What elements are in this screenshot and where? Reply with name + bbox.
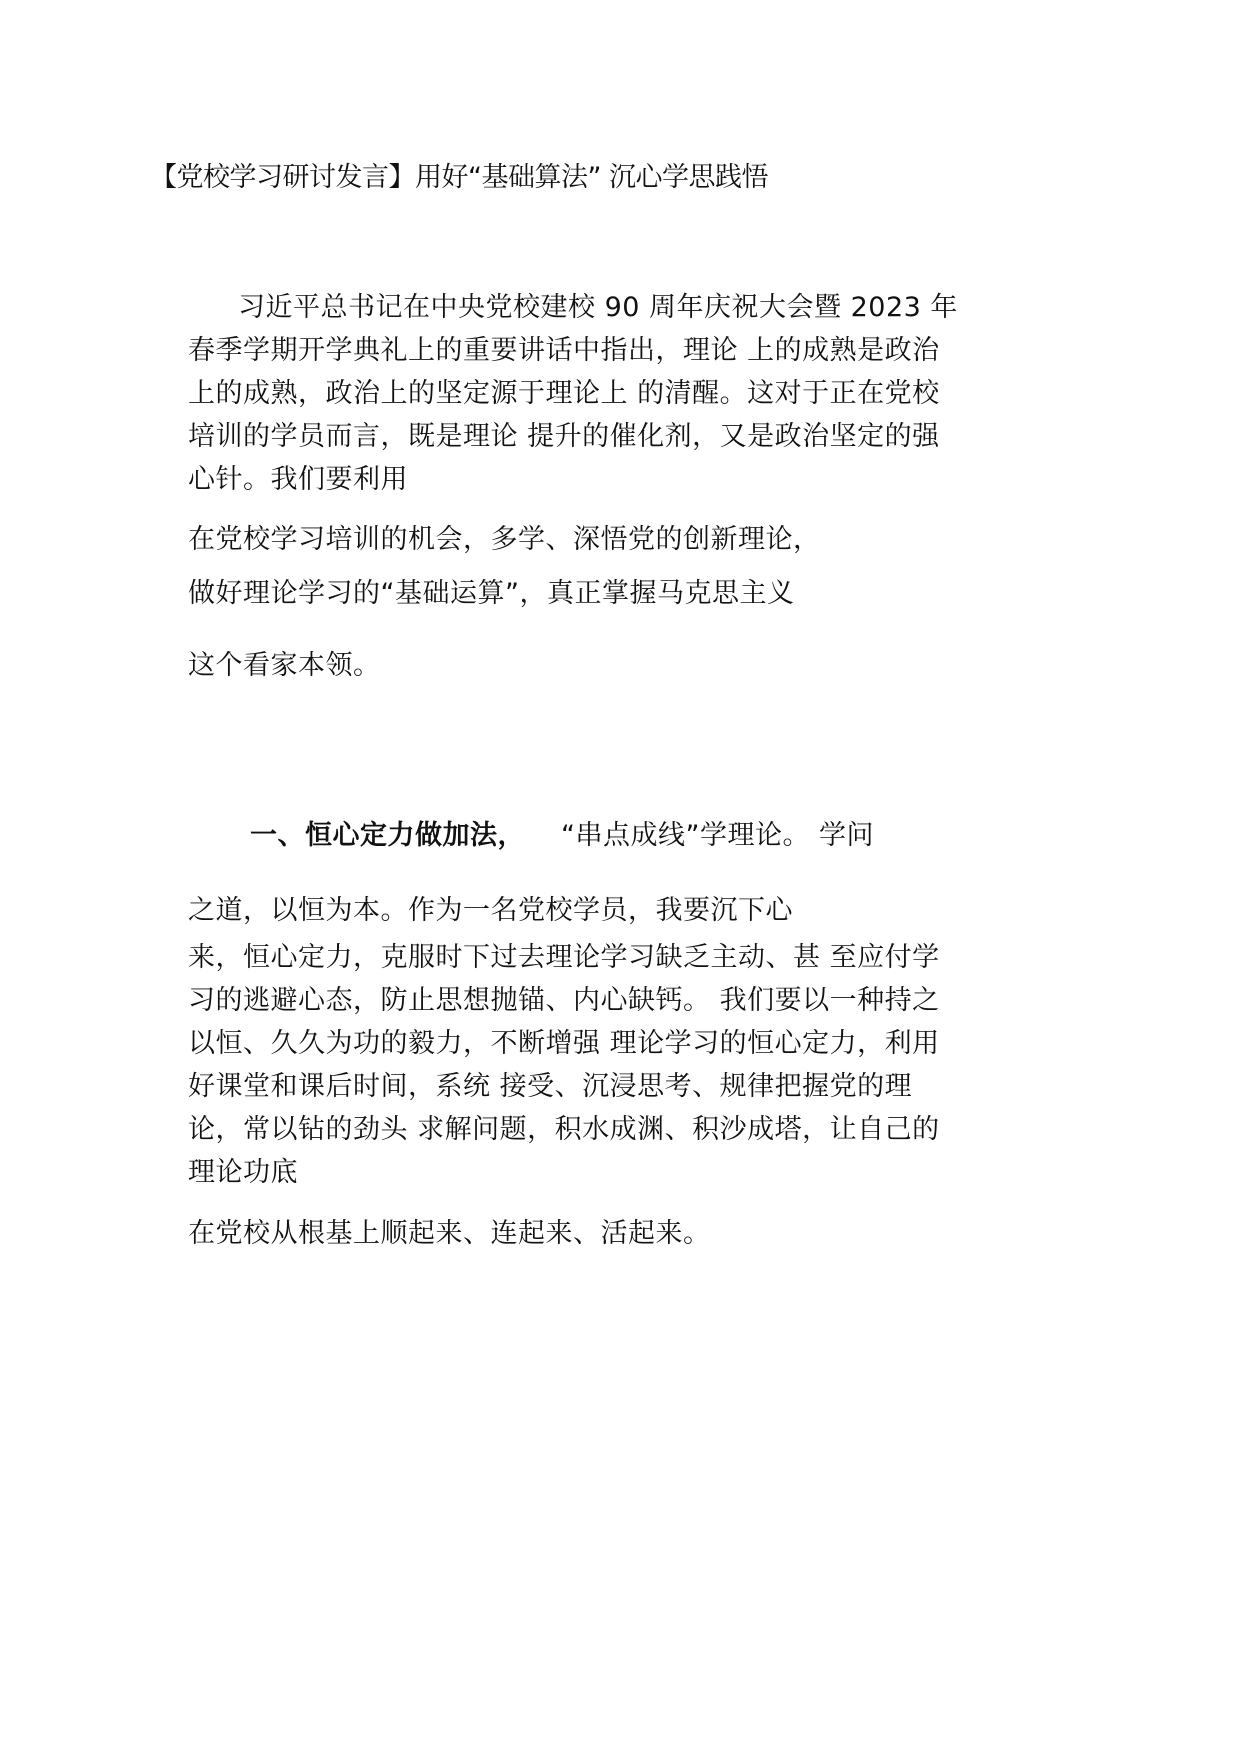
section-1-body-line-1: 来，恒心定力，克服时下过去理论学习缺乏主动、甚 至应付学 [188, 942, 940, 973]
section-1-body-line-3: 以恒、久久为功的毅力，不断增强 理论学习的恒心定力，利用 [188, 1028, 940, 1059]
section-1-heading [250, 818, 874, 854]
section-1-line-1: 之道，以恒为本。作为一名党校学员，我要沉下心 [188, 895, 793, 926]
intro-line-1: 习近平总书记在中央党校建校 90 周年庆祝大会暨 2023 年 [238, 292, 958, 323]
section-1-heading-rest: “串点成线”学理论。 学问 [561, 820, 875, 851]
intro-line-5: 心针。我们要利用 [188, 464, 408, 495]
document-title: 【党校学习研讨发言】用好“基础算法” 沉心学思践悟 [150, 162, 769, 193]
section-1-body-line-4: 好课堂和课后时间，系统 接受、沉浸思考、规律把握党的理 [188, 1071, 913, 1102]
intro-line-2: 春季学期开学典礼上的重要讲话中指出，理论 上的成熟是政治 [188, 335, 940, 366]
intro-line-3: 上的成熟，政治上的坚定源于理论上 的清醒。这对于正在党校 [188, 378, 940, 409]
section-1-body-line-6: 理论功底 [188, 1157, 298, 1188]
intro-paragraph-4: 这个看家本领。 [188, 650, 381, 681]
section-1-body-line-2: 习的逃避心态，防止思想抛锚、内心缺钙。 我们要以一种持之 [188, 985, 940, 1016]
section-1-last-line: 在党校从根基上顺起来、连起来、活起来。 [188, 1218, 711, 1249]
intro-line-4: 培训的学员而言，既是理论 提升的催化剂，又是政治坚定的强 [188, 421, 940, 452]
section-1-body-line-5: 论，常以钻的劲头 求解问题，积水成渊、积沙成塔，让自己的 [188, 1114, 940, 1145]
section-1-heading-bold: 一、恒心定力做加法， [250, 820, 525, 851]
intro-paragraph-3: 做好理论学习的“基础运算”，真正掌握马克思主义 [188, 578, 795, 609]
intro-paragraph-2: 在党校学习培训的机会，多学、深悟党的创新理论， [188, 524, 821, 555]
